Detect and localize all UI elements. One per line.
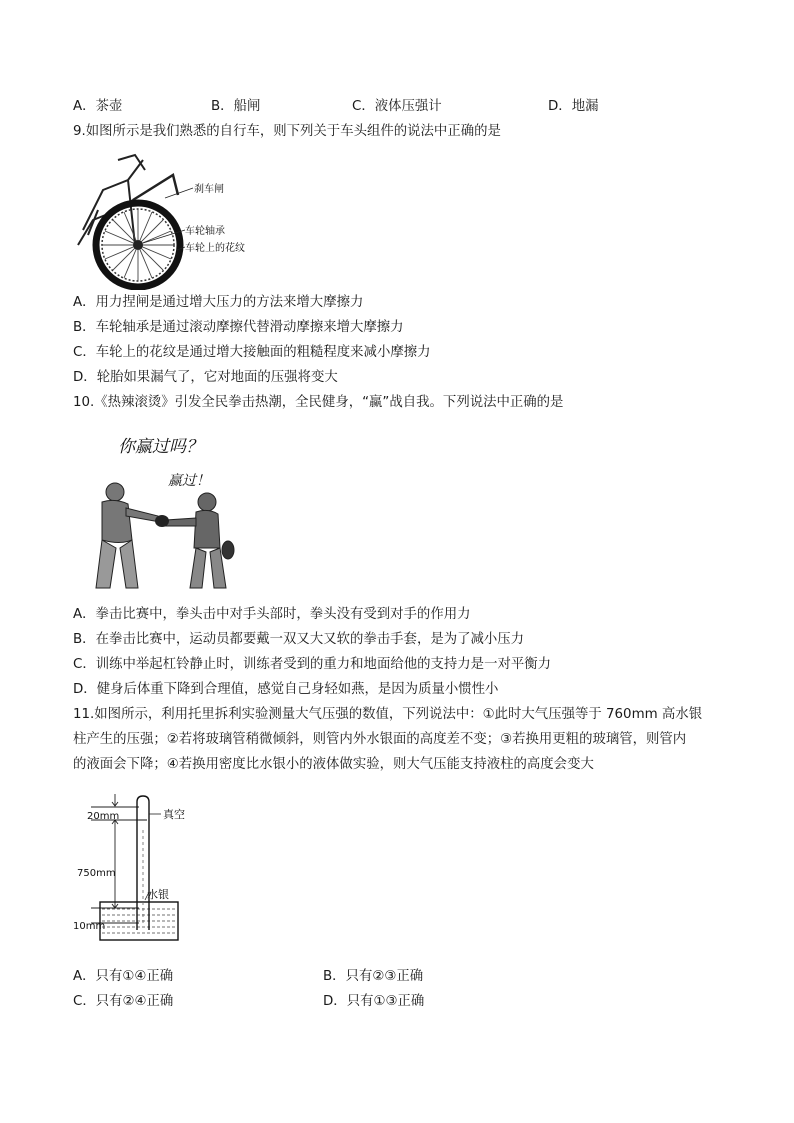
boxing-caption-answer: 赢过！ (168, 473, 210, 489)
bicycle-figure (73, 150, 273, 290)
dim-top-label: 20mm (87, 811, 120, 822)
q11-option-b: B．只有②③正确 (323, 969, 424, 984)
torricelli-figure (73, 790, 233, 950)
q8-option-d: D．地漏 (548, 99, 599, 114)
dim-bottom-label: 10mm (73, 921, 106, 932)
q9-option-c: C．车轮上的花纹是通过增大接触面的粗糙程度来减小摩擦力 (73, 345, 431, 360)
boxing-caption-question: 你赢过吗？ (118, 437, 203, 457)
q8-option-a: A．茶壶 (73, 99, 123, 114)
q11-option-a: A．只有①④正确 (73, 969, 174, 984)
q10-option-d: D．健身后体重下降到合理值，感觉自己身轻如燕，是因为质量小惯性小 (73, 682, 499, 697)
q9-option-d: D．轮胎如果漏气了，它对地面的压强将变大 (73, 370, 338, 385)
q11-stem-line-3: 的液面会下降；④若换用密度比水银小的液体做实验，则大气压能支持液柱的高度会变大 (73, 757, 594, 772)
label-tire-tread: 车轮上的花纹 (185, 243, 245, 254)
label-brake: 刹车闸 (194, 184, 224, 195)
q10-option-c: C．训练中举起杠铃静止时，训练者受到的重力和地面给他的支持力是一对平衡力 (73, 657, 552, 672)
q8-option-c: C．液体压强计 (352, 99, 442, 114)
q11-option-c: C．只有②④正确 (73, 994, 174, 1009)
q8-option-b: B．船闸 (211, 99, 261, 114)
boxing-figure (80, 430, 250, 595)
q11-stem-line-1: 11.如图所示，利用托里拆利实验测量大气压强的数值，下列说法中：①此时大气压强等于 760mm 高水银 (73, 707, 703, 722)
q11-stem-line-2: 柱产生的压强；②若将玻璃管稍微倾斜，则管内外水银面的高度差不变；③若换用更粗的玻璃管，则管内 (73, 732, 687, 747)
q10-option-a: A．拳击比赛中，拳头击中对手头部时，拳头没有受到对手的作用力 (73, 607, 471, 622)
label-mercury: 水银 (147, 888, 169, 901)
label-wheel-bearing: 车轮轴承 (185, 226, 225, 237)
q9-stem: 9.如图所示是我们熟悉的自行车，则下列关于车头组件的说法中正确的是 (73, 124, 501, 139)
q9-option-b: B．车轮轴承是通过滚动摩擦代替滑动摩擦来增大摩擦力 (73, 320, 404, 335)
dim-column-label: 750mm (77, 868, 116, 879)
q10-stem: 10.《热辣滚烫》引发全民拳击热潮，全民健身，“赢”战自我。下列说法中正确的是 (73, 395, 564, 410)
q10-option-b: B．在拳击比赛中，运动员都要戴一双又大又软的拳击手套，是为了减小压力 (73, 632, 525, 647)
q11-option-d: D．只有①③正确 (323, 994, 425, 1009)
q9-option-a: A．用力捏闸是通过增大压力的方法来增大摩擦力 (73, 295, 364, 310)
label-vacuum: 真空 (163, 808, 185, 821)
